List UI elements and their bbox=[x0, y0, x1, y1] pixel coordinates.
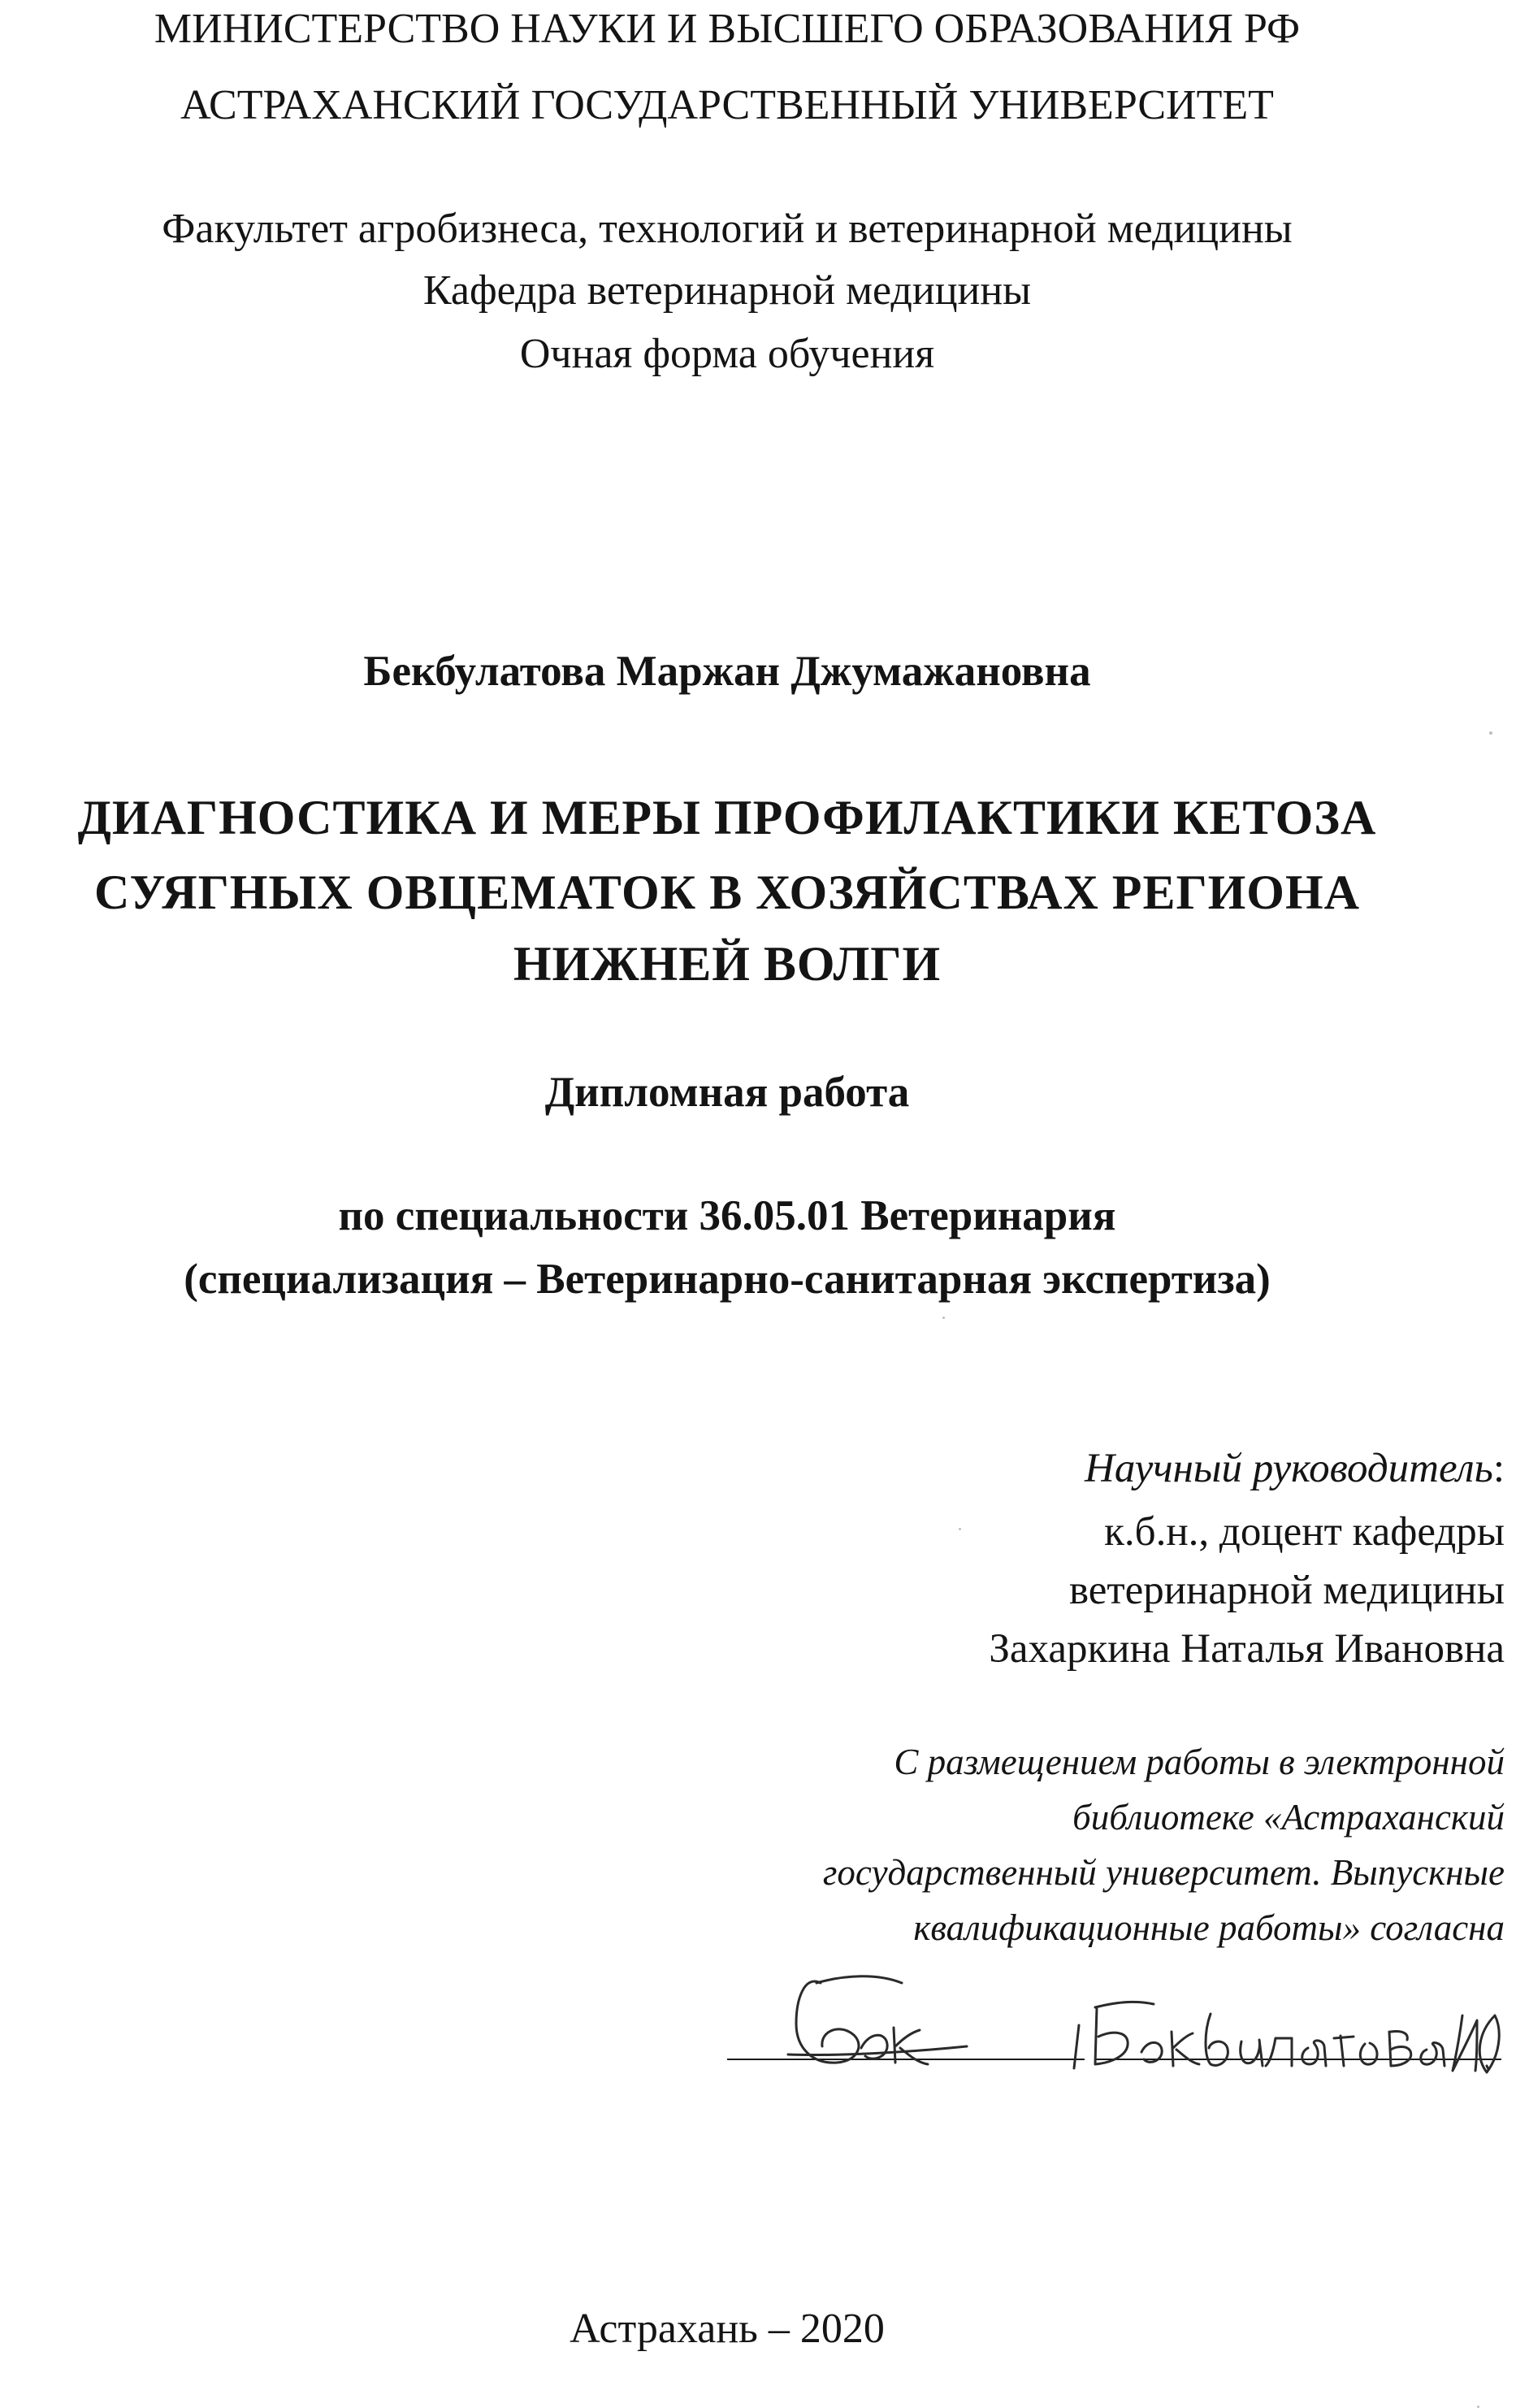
thesis-title-line-3: НИЖНЕЙ ВОЛГИ bbox=[513, 937, 942, 991]
handwritten-signature bbox=[772, 1950, 1503, 2113]
work-type: Дипломная работа bbox=[544, 1069, 910, 1116]
scan-speck bbox=[1489, 731, 1492, 735]
scan-speck bbox=[942, 1317, 945, 1319]
advisor-label-line bbox=[1085, 1448, 1505, 1490]
advisor-department: ветеринарной медицины bbox=[1068, 1568, 1505, 1613]
consent-line-1: С размещением работы в электронной bbox=[894, 1742, 1505, 1782]
chair-line: Кафедра ветеринарной медицины bbox=[422, 267, 1032, 314]
thesis-title-line-2: СУЯГНЫХ ОВЦЕМАТОК В ХОЗЯЙСТВАХ РЕГИОНА bbox=[94, 866, 1360, 919]
consent-line-2: библиотеке «Астраханский bbox=[1072, 1797, 1505, 1837]
consent-line-4: квалификационные работы» согласна bbox=[913, 1907, 1505, 1948]
advisor-label: Научный руководитель bbox=[1085, 1446, 1493, 1491]
advisor-degree: к.б.н., доцент кафедры bbox=[1104, 1509, 1505, 1555]
signature-area bbox=[772, 1950, 1503, 2113]
scan-speck bbox=[959, 1528, 961, 1530]
advisor-name: Захаркина Наталья Ивановна bbox=[989, 1626, 1505, 1672]
city-year: Астрахань – 2020 bbox=[570, 2306, 885, 2352]
university-heading: АСТРАХАНСКИЙ ГОСУДАРСТВЕННЫЙ УНИВЕРСИТЕТ bbox=[180, 82, 1274, 128]
faculty-line: Факультет агробизнеса, технологий и ветеринарной медицины bbox=[162, 206, 1293, 252]
advisor-label-colon: : bbox=[1492, 1446, 1505, 1491]
specialty-line-1: по специальности 36.05.01 Ветеринария bbox=[338, 1192, 1116, 1239]
ministry-heading: МИНИСТЕРСТВО НАУКИ И ВЫСШЕГО ОБРАЗОВАНИЯ РФ bbox=[154, 6, 1301, 52]
thesis-title-line-1: ДИАГНОСТИКА И МЕРЫ ПРОФИЛАКТИКИ КЕТОЗА bbox=[77, 791, 1377, 844]
specialty-line-2: (специализация – Ветеринарно-санитарная экспертиза) bbox=[184, 1256, 1271, 1303]
study-form-line: Очная форма обучения bbox=[519, 331, 935, 377]
author-name: Бекбулатова Маржан Джумажановна bbox=[363, 648, 1091, 695]
consent-line-3: государственный университет. Выпускные bbox=[822, 1852, 1505, 1893]
